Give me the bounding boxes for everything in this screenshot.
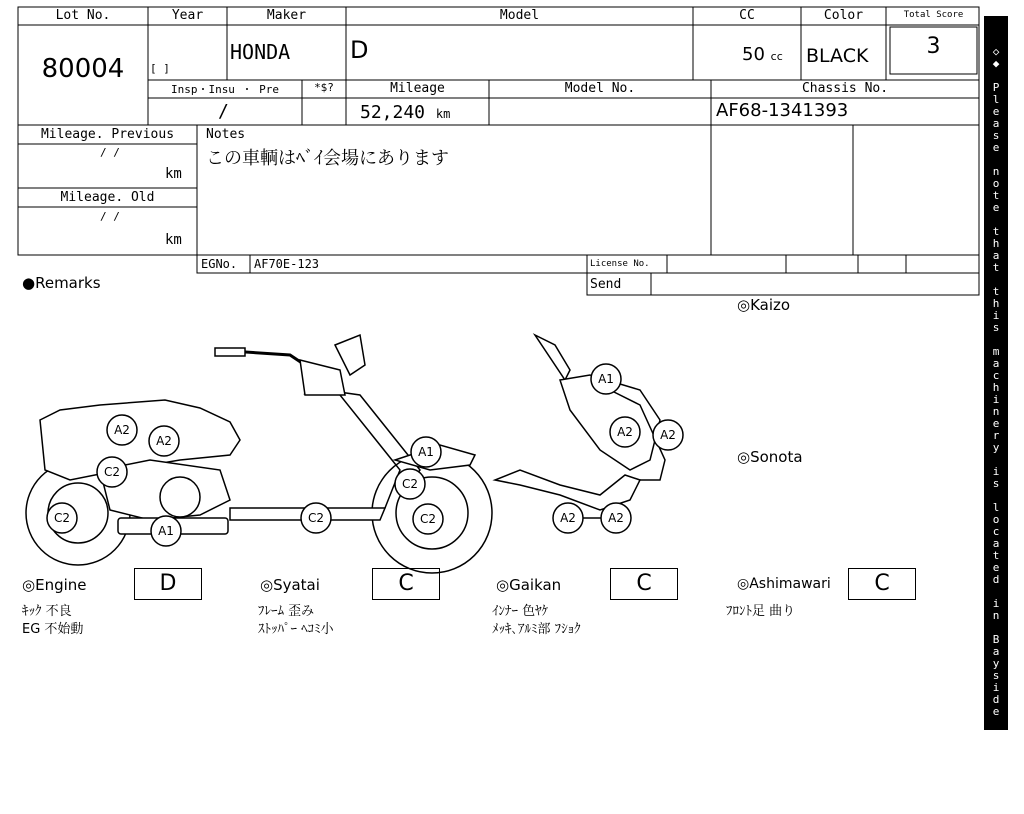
- chassis-label: Chassis No.: [801, 81, 889, 96]
- total-score-value: 3: [926, 34, 941, 59]
- mileage-previous-label: Mileage. Previous: [40, 127, 175, 142]
- model-value: D: [350, 36, 369, 64]
- model-no-label: Model No.: [564, 81, 636, 96]
- syatai-grade: C: [372, 568, 440, 600]
- syatai-label: ◎Syatai: [260, 576, 320, 594]
- damage-mark-label: A1: [598, 372, 614, 386]
- damage-mark-label: A2: [608, 511, 624, 525]
- model-label: Model: [499, 8, 540, 23]
- mileage-old-date: / /: [100, 210, 120, 223]
- color-label: Color: [823, 8, 864, 23]
- insp-value: /: [218, 101, 229, 122]
- cc-number: 50: [742, 44, 765, 65]
- damage-mark-label: C2: [419, 512, 437, 526]
- notes-label: Notes: [206, 127, 246, 142]
- damage-mark-label: A2: [156, 434, 172, 448]
- damage-mark-label: A2: [617, 425, 633, 439]
- sonota-label: ◎Sonota: [737, 448, 803, 466]
- damage-mark-label: C2: [307, 511, 325, 525]
- damage-mark-label: A2: [114, 423, 130, 437]
- eg-no-label: EGNo.: [201, 257, 238, 271]
- damage-mark-label: A1: [158, 524, 174, 538]
- year-value: [ ]: [150, 62, 170, 75]
- eg-no-value: AF70E-123: [254, 257, 320, 271]
- mileage-old-label: Mileage. Old: [60, 190, 155, 205]
- lot-no-label: Lot No.: [55, 8, 111, 23]
- gaikan-label: ◎Gaikan: [496, 576, 562, 594]
- maker-label: Maker: [266, 8, 307, 23]
- damage-mark-label: C2: [401, 477, 419, 491]
- scooter-front-view: [495, 335, 665, 510]
- mileage-label: Mileage: [390, 81, 445, 96]
- mileage-number: 52,240: [360, 102, 426, 123]
- damage-mark-label: C2: [53, 511, 71, 525]
- maker-value: HONDA: [230, 40, 291, 64]
- damage-mark-label: A2: [560, 511, 576, 525]
- cc-label: CC: [739, 8, 755, 23]
- ashimawari-grade: C: [848, 568, 916, 600]
- chassis-value: AF68-1341393: [716, 100, 849, 121]
- gaikan-note-1: ｲﾝﾅｰ 色ﾔｹ: [492, 604, 549, 619]
- kaizo-label: ◎Kaizo: [737, 296, 791, 314]
- mileage-previous-unit: km: [165, 166, 182, 182]
- year-label: Year: [171, 8, 204, 23]
- ashimawari-note-1: ﾌﾛﾝﾄ足 曲り: [726, 604, 796, 619]
- ashimawari-label: ◎Ashimawari: [737, 576, 831, 592]
- damage-mark-label: A1: [418, 445, 434, 459]
- cc-unit: cc: [770, 50, 783, 63]
- engine-label: ◎Engine: [22, 576, 87, 594]
- engine-grade: D: [134, 568, 202, 600]
- syatai-note-2: ｽﾄｯﾊﾟｰ ﾍｺﾐ小: [258, 622, 334, 637]
- damage-mark-label: C2: [103, 465, 121, 479]
- lot-no-value: 80004: [41, 54, 125, 84]
- side-notice-text: ◇ ◆ P l e a s e n o t e t h a t t h i s m a c h i n e r y i s l o c a t e d i n B a y s i d e Y a r d ◆ ◇: [992, 45, 1000, 814]
- license-no-label: License No.: [590, 259, 650, 269]
- total-score-label: Total Score: [903, 10, 964, 20]
- side-notice-strip: [984, 16, 1008, 814]
- engine-note-1: ｷｯｸ 不良: [22, 604, 72, 619]
- syatai-note-1: ﾌﾚｰﾑ 歪み: [258, 604, 315, 619]
- mileage-unit: km: [435, 107, 451, 121]
- gaikan-note-2: ﾒｯｷ､ｱﾙﾐ部 ﾌｼｮｸ: [492, 622, 581, 637]
- color-value: BLACK: [806, 45, 869, 67]
- send-label: Send: [590, 277, 622, 292]
- engine-note-2: EG 不始動: [22, 622, 84, 637]
- notes-text: この車輌はﾍﾞｲ会場にあります: [206, 148, 449, 169]
- s-label: *$?: [314, 81, 334, 94]
- mileage-previous-date: / /: [100, 146, 120, 159]
- mileage-old-unit: km: [165, 232, 182, 248]
- damage-mark-label: A2: [660, 428, 676, 442]
- remarks-label: ●Remarks: [22, 274, 101, 292]
- insp-label: Insp・Insu ・ Pre: [170, 83, 280, 96]
- gaikan-grade: C: [610, 568, 678, 600]
